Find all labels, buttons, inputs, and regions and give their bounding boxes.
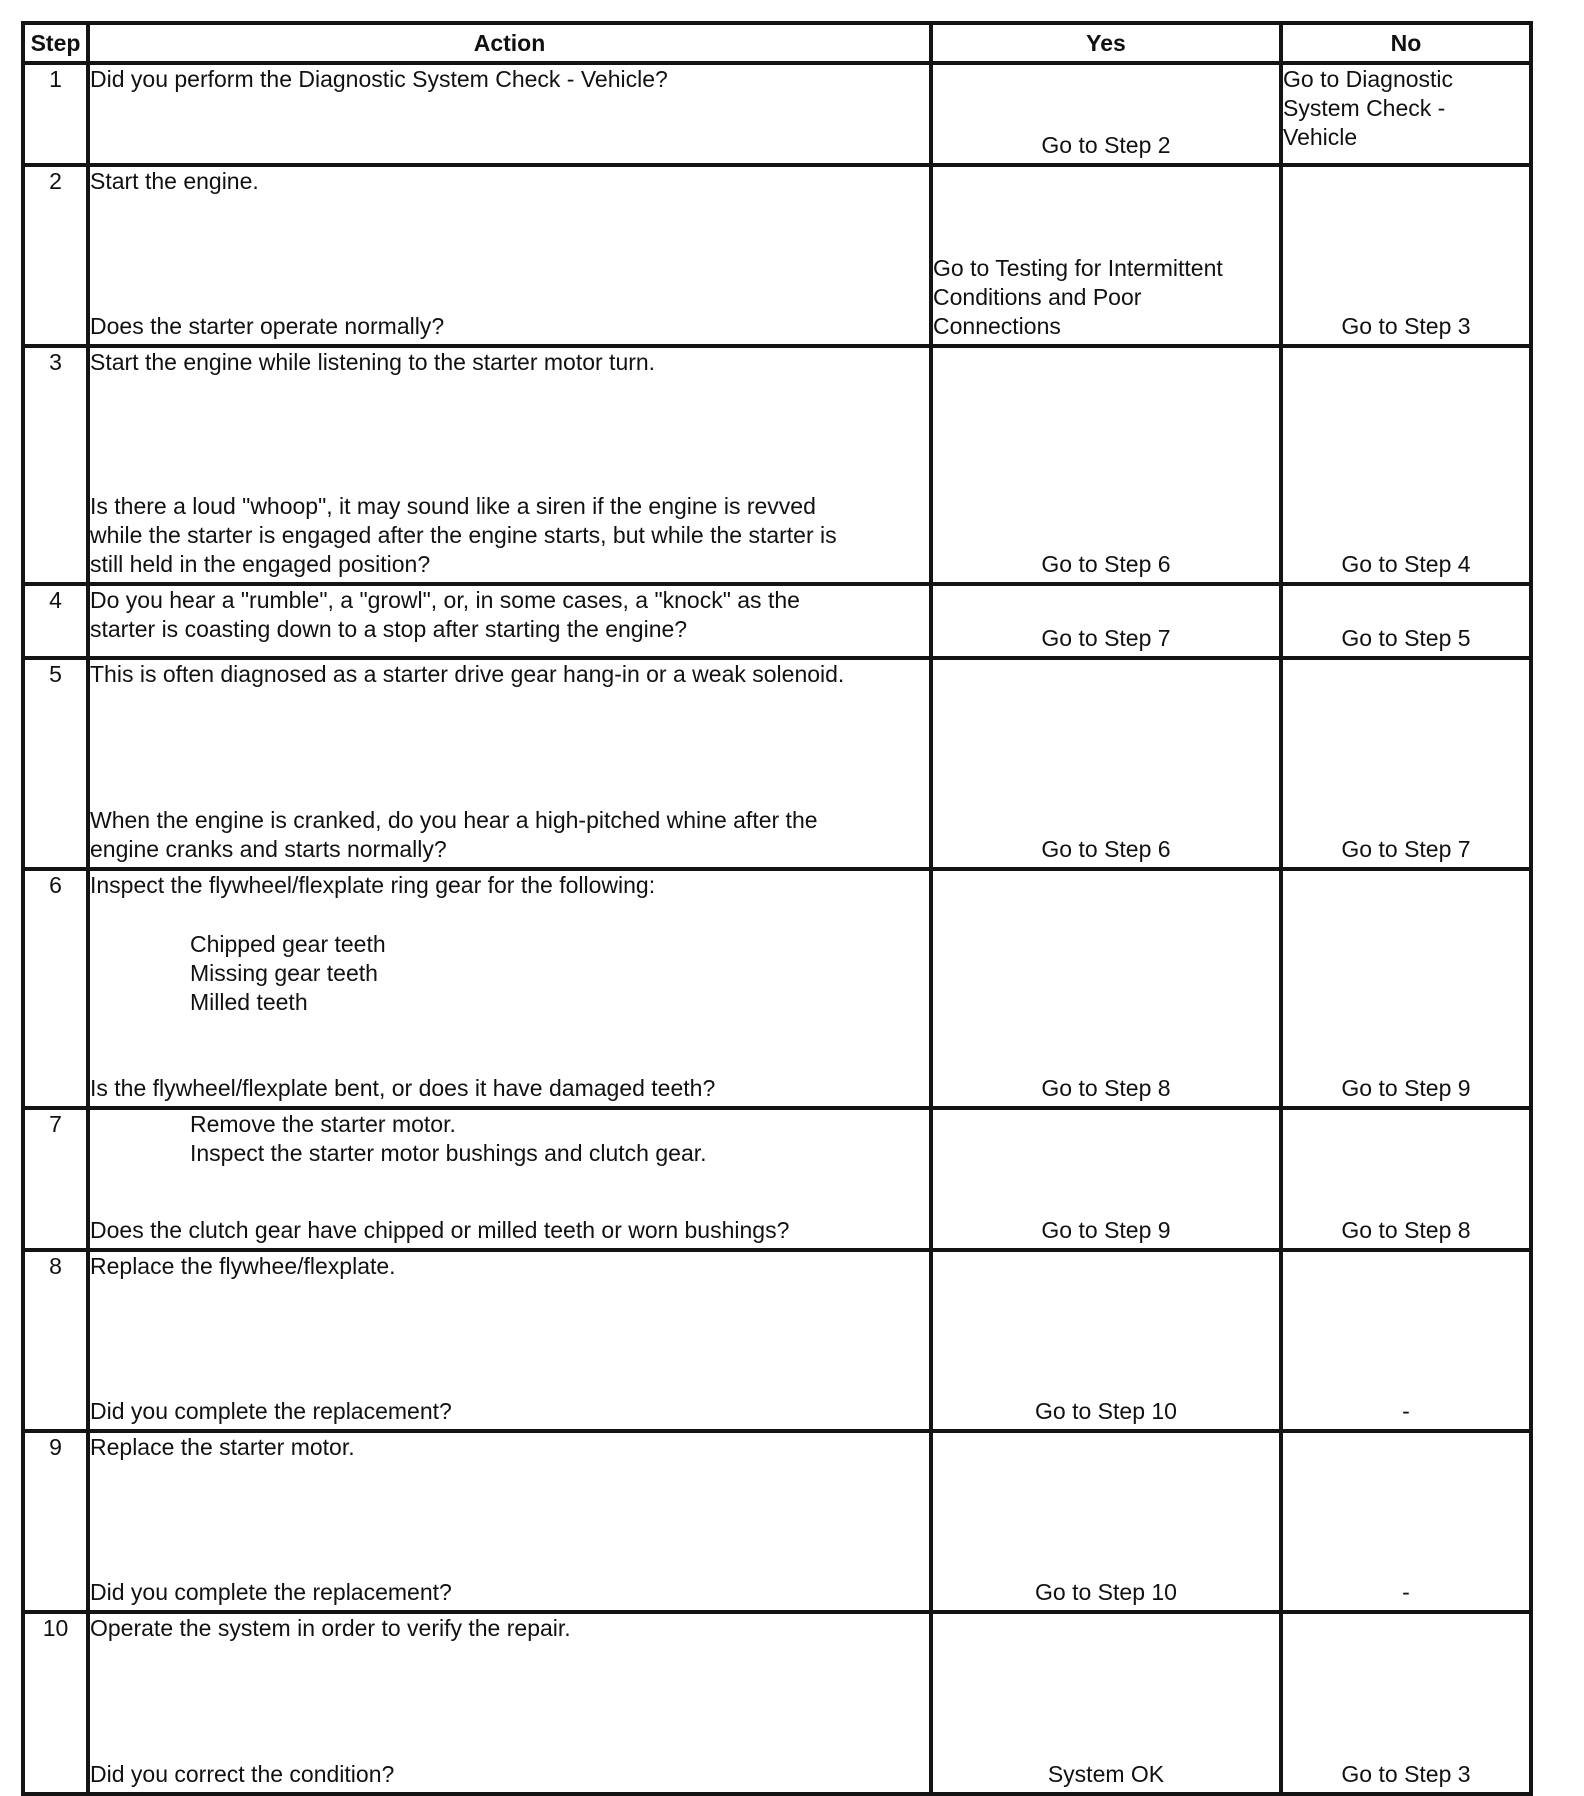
step-number: 9 (23, 1431, 88, 1612)
table-row (23, 1431, 1531, 1612)
header-action: Action (88, 23, 931, 63)
table-row (23, 346, 1531, 584)
yes-cell (931, 658, 1281, 869)
action-cell (88, 1431, 931, 1612)
no-outcome: Go to Diagnostic (1283, 66, 1454, 92)
action-text: Inspect the flywheel/flexplate ring gear for the following: (90, 872, 656, 898)
step-number: 7 (23, 1108, 88, 1250)
no-cell (1281, 584, 1531, 658)
action-cell (88, 1108, 931, 1250)
action-question: Did you complete the replacement? (90, 1398, 452, 1424)
no-outcome: Go to Step 7 (1341, 836, 1471, 862)
yes-cell (931, 1431, 1281, 1612)
action-question: while the starter is engaged after the engine starts, but while the starter is (90, 522, 837, 548)
no-outcome: - (1402, 1398, 1410, 1424)
no-outcome: Go to Step 5 (1341, 625, 1471, 651)
table-row (23, 1108, 1531, 1250)
yes-outcome: Go to Step 10 (1035, 1579, 1177, 1605)
yes-outcome: Connections (933, 313, 1061, 339)
action-text: Did you perform the Diagnostic System Check - Vehicle? (90, 66, 668, 92)
action-cell (88, 1250, 931, 1431)
no-outcome: Go to Step 4 (1341, 551, 1471, 577)
no-cell (1281, 658, 1531, 869)
action-question: Is there a loud "whoop", it may sound like a siren if the engine is revved (90, 493, 816, 519)
no-outcome: Go to Step 3 (1341, 313, 1471, 339)
yes-cell (931, 1250, 1281, 1431)
action-question: Does the clutch gear have chipped or milled teeth or worn bushings? (90, 1217, 790, 1243)
yes-cell (931, 1108, 1281, 1250)
action-text: Start the engine. (90, 168, 259, 194)
no-outcome: Vehicle (1283, 124, 1358, 150)
no-outcome: Go to Step 9 (1341, 1075, 1471, 1101)
header-no: No (1281, 23, 1531, 63)
step-number: 5 (23, 658, 88, 869)
yes-outcome: Go to Step 6 (1041, 836, 1171, 862)
header-row (23, 23, 1531, 63)
yes-outcome: System OK (1047, 1761, 1165, 1787)
action-cell (88, 869, 931, 1108)
yes-cell (931, 869, 1281, 1108)
no-outcome: - (1402, 1579, 1410, 1605)
yes-outcome: Go to Step 7 (1041, 625, 1171, 651)
action-cell (88, 584, 931, 658)
action-cell (88, 63, 931, 165)
action-list-item: Chipped gear teeth (190, 931, 386, 957)
step-number: 1 (23, 63, 88, 165)
table-row (23, 869, 1531, 1108)
yes-cell (931, 1612, 1281, 1794)
step-number: 3 (23, 346, 88, 584)
yes-outcome: Go to Step 2 (1041, 132, 1171, 158)
action-cell (88, 658, 931, 869)
table-row (23, 658, 1531, 869)
header-yes: Yes (931, 23, 1281, 63)
yes-outcome: Go to Step 9 (1041, 1217, 1171, 1243)
diagnostic-table (21, 21, 1533, 1796)
action-cell (88, 1612, 931, 1794)
step-number: 8 (23, 1250, 88, 1431)
no-cell (1281, 63, 1531, 165)
yes-outcome: Go to Step 10 (1035, 1398, 1177, 1424)
no-cell (1281, 1431, 1531, 1612)
no-cell (1281, 346, 1531, 584)
table-row (23, 584, 1531, 658)
header-step: Step (23, 23, 88, 63)
diagnostic-sheet (21, 21, 1533, 1796)
action-text: starter is coasting down to a stop after starting the engine? (90, 616, 688, 642)
no-cell (1281, 1108, 1531, 1250)
action-text: Replace the flywhee/flexplate. (90, 1253, 396, 1279)
yes-outcome: Go to Step 6 (1041, 551, 1171, 577)
table-body (23, 63, 1531, 1794)
action-question: engine cranks and starts normally? (90, 836, 447, 862)
yes-outcome: Conditions and Poor (933, 284, 1142, 310)
action-text: Do you hear a "rumble", a "growl", or, in some cases, a "knock" as the (90, 587, 800, 613)
action-cell (88, 165, 931, 346)
action-question: still held in the engaged position? (90, 551, 431, 577)
table-row (23, 165, 1531, 346)
yes-cell (931, 63, 1281, 165)
action-text: This is often diagnosed as a starter drive gear hang-in or a weak solenoid. (90, 661, 845, 687)
action-text: Replace the starter motor. (90, 1434, 355, 1460)
yes-outcome: Go to Testing for Intermittent (933, 255, 1223, 281)
action-question: Did you complete the replacement? (90, 1579, 452, 1605)
action-list-item: Milled teeth (190, 989, 308, 1015)
yes-cell (931, 584, 1281, 658)
yes-cell (931, 346, 1281, 584)
table-row (23, 1612, 1531, 1794)
step-number: 10 (23, 1612, 88, 1794)
no-outcome: Go to Step 3 (1341, 1761, 1471, 1787)
no-outcome: System Check - (1283, 95, 1446, 121)
no-outcome: Go to Step 8 (1341, 1217, 1471, 1243)
no-cell (1281, 1612, 1531, 1794)
action-text: Operate the system in order to verify the repair. (90, 1615, 571, 1641)
no-cell (1281, 1250, 1531, 1431)
action-cell (88, 346, 931, 584)
step-number: 6 (23, 869, 88, 1108)
table-row (23, 1250, 1531, 1431)
action-question: When the engine is cranked, do you hear a high-pitched whine after the (90, 807, 818, 833)
table-row (23, 63, 1531, 165)
action-list-item: Missing gear teeth (190, 960, 378, 986)
no-cell (1281, 165, 1531, 346)
yes-cell (931, 165, 1281, 346)
action-list-item: Inspect the starter motor bushings and clutch gear. (190, 1140, 707, 1166)
no-cell (1281, 869, 1531, 1108)
action-question: Is the flywheel/flexplate bent, or does it have damaged teeth? (90, 1075, 716, 1101)
action-question: Does the starter operate normally? (90, 313, 445, 339)
yes-outcome: Go to Step 8 (1041, 1075, 1171, 1101)
action-list-item: Remove the starter motor. (190, 1111, 456, 1137)
step-number: 4 (23, 584, 88, 658)
action-text: Start the engine while listening to the starter motor turn. (90, 349, 656, 375)
action-question: Did you correct the condition? (90, 1761, 395, 1787)
step-number: 2 (23, 165, 88, 346)
